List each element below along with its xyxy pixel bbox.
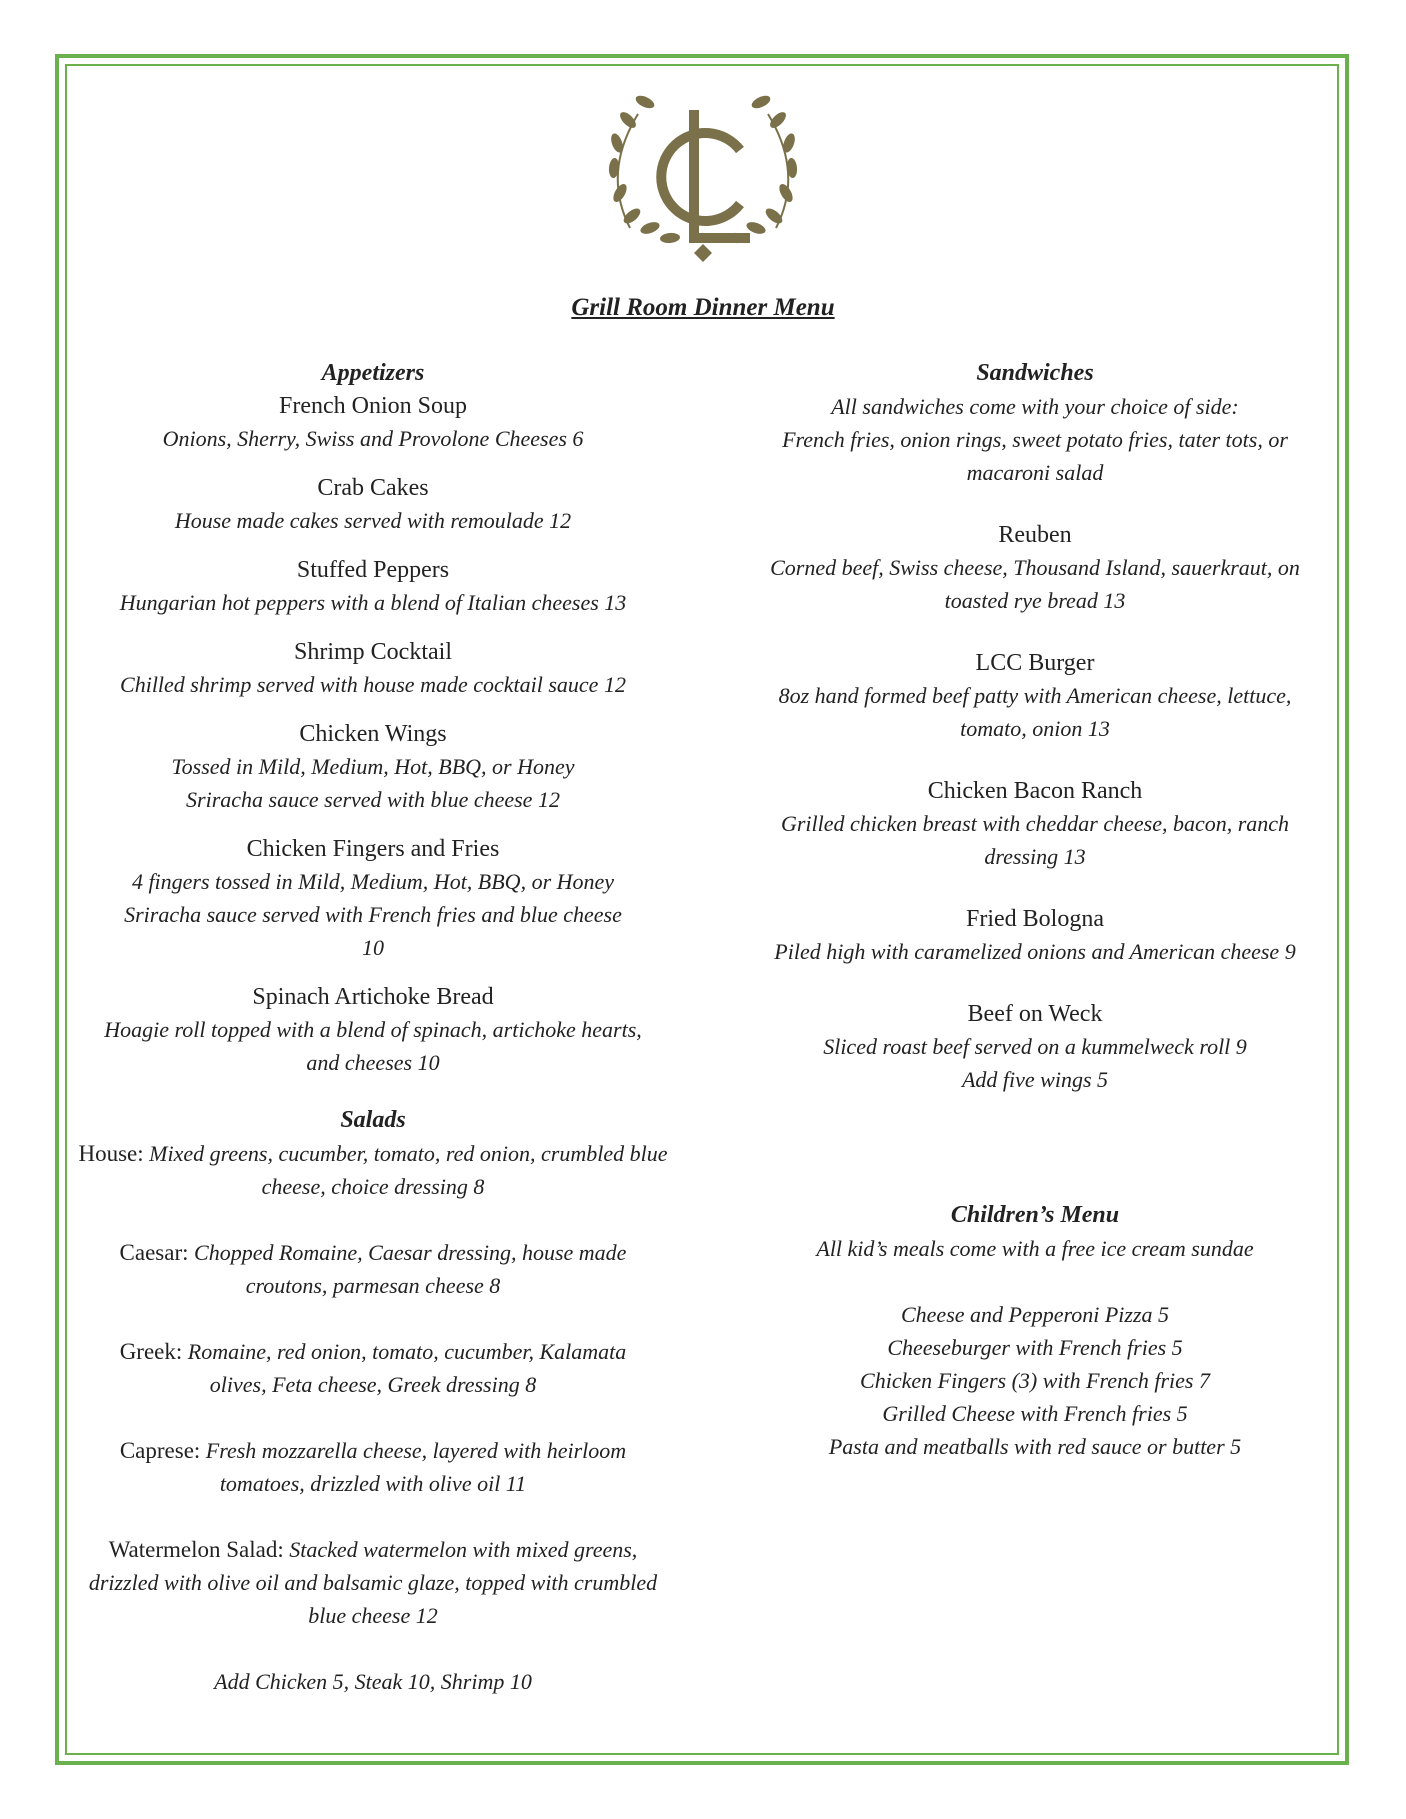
menu-item: [740, 647, 1330, 745]
menu-item: [740, 519, 1330, 617]
kid-item: Chicken Fingers (3) with French fries 7: [860, 1368, 1210, 1393]
item-name: Chicken Bacon Ranch: [927, 778, 1143, 804]
menu-title: Grill Room Dinner Menu: [571, 294, 835, 321]
salad-description: Mixed greens, cucumber, tomato, red onion, crumbled blue cheese, choice dressing 8: [149, 1141, 668, 1199]
salads-section: [78, 1103, 668, 1698]
item-name: Reuben: [998, 522, 1072, 548]
item-description: Grilled chicken breast with cheddar cheese, bacon, ranch dressing 13: [780, 811, 1290, 869]
sandwiches-note-line: All sandwiches come with your choice of side:: [831, 394, 1239, 419]
salad-name: Caesar:: [119, 1240, 189, 1265]
salad-name: Caprese:: [119, 1438, 201, 1463]
menu-item: [740, 998, 1330, 1096]
item-description: Sliced roast beef served on a kummelweck roll 9: [823, 1034, 1247, 1059]
salad-item: [78, 1137, 668, 1203]
item-name: Stuffed Peppers: [296, 557, 450, 583]
menu-item: [78, 981, 668, 1079]
kid-item: Cheese and Pepperoni Pizza 5: [900, 1302, 1170, 1327]
salad-description: Romaine, red onion, tomato, cucumber, Kalamata olives, Feta cheese, Greek dressing 8: [187, 1339, 627, 1397]
menu-item: [78, 833, 668, 964]
kid-item: Cheeseburger with French fries 5: [887, 1335, 1183, 1360]
salad-name: House:: [78, 1141, 144, 1166]
item-description: Hoagie roll topped with a blend of spinach, artichoke hearts, and cheeses 10: [104, 1017, 642, 1075]
sandwiches-heading: Sandwiches: [976, 360, 1094, 386]
item-description: Hungarian hot peppers with a blend of Italian cheeses 13: [119, 590, 627, 615]
item-name: Spinach Artichoke Bread: [252, 984, 494, 1010]
kid-item: Grilled Cheese with French fries 5: [882, 1401, 1188, 1426]
menu-item: [78, 554, 668, 619]
sandwiches-note-line: French fries, onion rings, sweet potato fries, tater tots, or macaroni salad: [782, 427, 1288, 485]
item-name: Crab Cakes: [317, 475, 429, 501]
item-description: Onions, Sherry, Swiss and Provolone Cheeses 6: [162, 426, 584, 451]
item-name: French Onion Soup: [279, 393, 467, 419]
item-description: Chilled shrimp served with house made cocktail sauce 12: [120, 672, 626, 697]
menu-item: [78, 718, 668, 816]
item-description: 8oz hand formed beef patty with American cheese, lettuce, tomato, onion 13: [778, 683, 1292, 741]
item-description: Piled high with caramelized onions and American cheese 9: [774, 939, 1296, 964]
salad-addons: Add Chicken 5, Steak 10, Shrimp 10: [214, 1669, 532, 1694]
menu-item: [740, 903, 1330, 968]
item-name: Chicken Fingers and Fries: [246, 836, 500, 862]
salad-item: [78, 1335, 668, 1401]
item-name: Fried Bologna: [966, 906, 1104, 932]
menu-item: [78, 390, 668, 455]
item-name: Chicken Wings: [299, 721, 447, 747]
salad-name: Greek:: [119, 1339, 183, 1364]
salad-description: Fresh mozzarella cheese, layered with heirloom tomatoes, drizzled with olive oil 11: [205, 1438, 627, 1496]
item-description: 4 fingers tossed in Mild, Medium, Hot, BBQ, or Honey Sriracha sauce served with French fries and blue cheese 10: [124, 869, 622, 960]
salad-description: Chopped Romaine, Caesar dressing, house made croutons, parmesan cheese 8: [194, 1240, 627, 1298]
sandwiches-note: [740, 390, 1330, 489]
appetizers-heading: Appetizers: [321, 360, 425, 386]
item-description: Corned beef, Swiss cheese, Thousand Island, sauerkraut, on toasted rye bread 13: [770, 555, 1300, 613]
right-column: [740, 356, 1330, 1463]
salad-item: [78, 1434, 668, 1500]
salad-item: [78, 1236, 668, 1302]
salad-name: Watermelon Salad:: [108, 1537, 284, 1562]
salads-heading: Salads: [340, 1107, 406, 1133]
salad-description: Stacked watermelon with mixed greens, drizzled with olive oil and balsamic glaze, topped with crumbled blue cheese 12: [88, 1537, 658, 1628]
kid-item: Pasta and meatballs with red sauce or butter 5: [828, 1434, 1242, 1459]
left-column: [78, 356, 668, 1698]
item-description: House made cakes served with remoulade 12: [174, 508, 572, 533]
menu-item: [78, 472, 668, 537]
item-description: Tossed in Mild, Medium, Hot, BBQ, or Honey Sriracha sauce served with blue cheese 12: [171, 754, 575, 812]
childrens-heading: Children’s Menu: [950, 1202, 1120, 1228]
childrens-section: [740, 1198, 1330, 1463]
menu-item: [740, 775, 1330, 873]
menu-item: [78, 636, 668, 701]
item-name: Beef on Weck: [967, 1001, 1103, 1027]
item-extra: Add five wings 5: [961, 1067, 1109, 1092]
club-monogram-logo: [600, 88, 806, 264]
childrens-note: All kid’s meals come with a free ice cream sundae: [816, 1236, 1254, 1261]
salad-item: [78, 1533, 668, 1632]
item-name: LCC Burger: [975, 650, 1095, 676]
item-name: Shrimp Cocktail: [294, 639, 452, 665]
